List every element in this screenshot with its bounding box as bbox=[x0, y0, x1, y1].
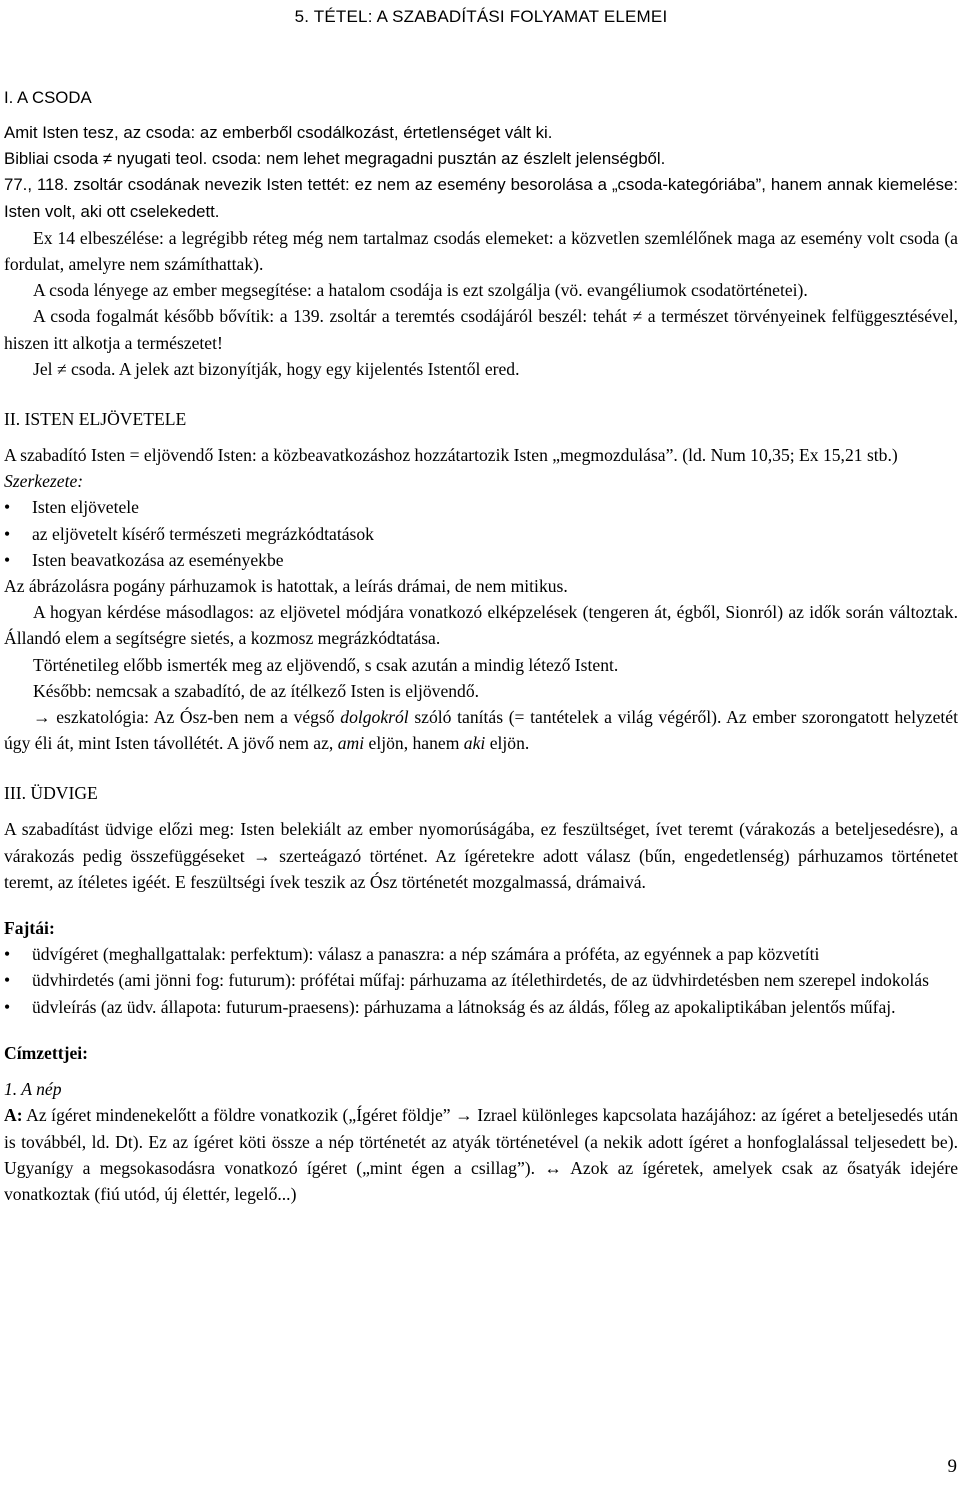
paragraph: Történetileg előbb ismerték meg az eljövendő, s csak azután a mindig létező Istent. bbox=[33, 654, 619, 675]
paragraph: Később: nemcsak a szabadító, de az ítélkező Isten is eljövendő. bbox=[33, 680, 480, 701]
paragraph: Bibliai csoda ≠ nyugati teol. csoda: nem lehet megragadni pusztán az észlelt jelenségből. bbox=[4, 149, 666, 169]
document-page bbox=[4, 0, 958, 1207]
types-list bbox=[4, 941, 958, 1020]
paragraph: Ex 14 elbeszélése: a legrégibb réteg még nem tartalmaz csodás elemeket: a közvetlen szemlélőnek maga az esemény volt csoda (a fordulat, amelyre nem számíthattak). bbox=[4, 227, 958, 275]
paragraph: Jel ≠ csoda. A jelek azt bizonyítják, hogy egy kijelentés Istentől ered. bbox=[33, 358, 520, 379]
bullet-icon: • bbox=[4, 549, 11, 570]
list-item: • üdvhirdetés (ami jönni fog: futurum): prófétai műfaj: párhuzama az ítélethirdetés, de az üdvhirdetésben nem szerepel indokolás bbox=[4, 967, 958, 993]
paragraph: 77., 118. zsoltár csodának nevezik Isten tettét: ez nem az esemény besorolása a „csoda-kategóriába”, hanem annak kiemelése: Isten volt, aki ott cselekedett. bbox=[4, 175, 958, 221]
section-heading: II. ISTEN ELJÖVETELE bbox=[4, 409, 187, 430]
list-item: • üdvleírás (az üdv. állapota: futurum-praesens): párhuzama a látnokság és az áldás, főleg az apokaliptikában jelentős műfaj. bbox=[4, 994, 958, 1020]
page-number: 9 bbox=[947, 1456, 957, 1477]
list-item: • Isten beavatkozása az eseményekbe bbox=[4, 547, 958, 573]
list-item: • üdvígéret (meghallgattalak: perfektum): válasz a panaszra: a nép számára a próféta, az egyénnek a pap közvetíti bbox=[4, 941, 958, 967]
recipients-label: Címzettjei: bbox=[4, 1042, 88, 1063]
page-title: 5. TÉTEL: A SZABADÍTÁSI FOLYAMAT ELEMEI bbox=[294, 7, 668, 26]
bullet-icon: • bbox=[4, 944, 11, 965]
paragraph: A csoda fogalmát később bővítik: a 139. zsoltár a teremtés csodájáról beszél: tehát ≠ a természet törvényeinek felfüggesztésével, hiszen itt alkotja a természetet! bbox=[4, 306, 958, 353]
list-item: • az eljövetelt kísérő természeti megrázkódtatások bbox=[4, 521, 958, 547]
types-label: Fajtái: bbox=[4, 918, 55, 939]
section-heading: III. ÜDVIGE bbox=[4, 783, 98, 804]
arrow-icon: → bbox=[33, 707, 51, 728]
people-label: 1. A nép bbox=[4, 1079, 62, 1100]
paragraph: A hogyan kérdése másodlagos: az eljövetel módjára vonatkozó elképzelések (tengeren át, égből, Sionról) az idők során változtak. Állandó elem a segítségre sietés, a kozmosz megrázkódtatása. bbox=[4, 602, 958, 649]
paragraph: A szabadító Isten = eljövendő Isten: a közbeavatkozáshoz hozzátartozik Isten „megmozdulása”. (ld. Num 10,35; Ex 15,21 stb.) bbox=[4, 445, 898, 466]
paragraph: A: Az ígéret mindenekelőtt a földre vonatkozik („Ígéret földje” → Izrael különleges kapcsolata hazájához: az ígéret a beteljesedés után is továbbél, ld. Dt). Ez az ígéret köti össze a nép történetét az atyák történetével (a nekik adott ígéret a honfoglalással teljesedett be). Ugyanígy a megsokasodásra vonatkozó ígéret („mint égen a csillag”). ↔ Azok az ígéretek, amelyek csak az ősatyák idejére vonatkoztak (fiú utód, új élettér, legelő...) bbox=[4, 1105, 958, 1204]
bullet-icon: • bbox=[4, 996, 11, 1017]
paragraph: A csoda lényege az ember megsegítése: a hatalom csodája is ezt szolgálja (vö. evangéliumok csodatörténetei). bbox=[33, 280, 808, 301]
section-heading: I. A CSODA bbox=[4, 88, 92, 107]
paragraph-eschatology: → eszkatológia: Az Ósz-ben nem a végső dolgokról szóló tanítás (= tantételek a világ végéről). Az ember szorongatott helyzetét úgy éli át, mint Isten távollétét. A jövő nem az, ami eljön, hanem aki eljön. bbox=[4, 707, 958, 754]
structure-list bbox=[4, 494, 958, 573]
paragraph: Az ábrázolásra pogány párhuzamok is hatottak, a leírás drámai, de nem mitikus. bbox=[4, 576, 568, 597]
structure-label: Szerkezete: bbox=[4, 471, 84, 492]
paragraph: A szabadítást üdvige előzi meg: Isten belekiált az ember nyomorúságába, ez feszültséget, ívet teremt (várakozás a beteljesedésre), a várakozás pedig összefüggéseket → szerteágazó történet. Az ígéretekre adott válasz (bűn, engedetlenség) párhuzamos történetet teremt, az ítéletes igéét. E feszültségi ívek teszik az Ósz történetét mozgalmassá, drámaivá. bbox=[4, 819, 958, 892]
section-csoda bbox=[4, 86, 958, 225]
list-item: • Isten eljövetele bbox=[4, 494, 958, 520]
paragraph: Amit Isten tesz, az csoda: az emberből csodálkozást, értetlenséget vált ki. bbox=[4, 123, 553, 142]
bullet-icon: • bbox=[4, 523, 11, 544]
bullet-icon: • bbox=[4, 497, 11, 518]
bullet-icon: • bbox=[4, 970, 11, 991]
